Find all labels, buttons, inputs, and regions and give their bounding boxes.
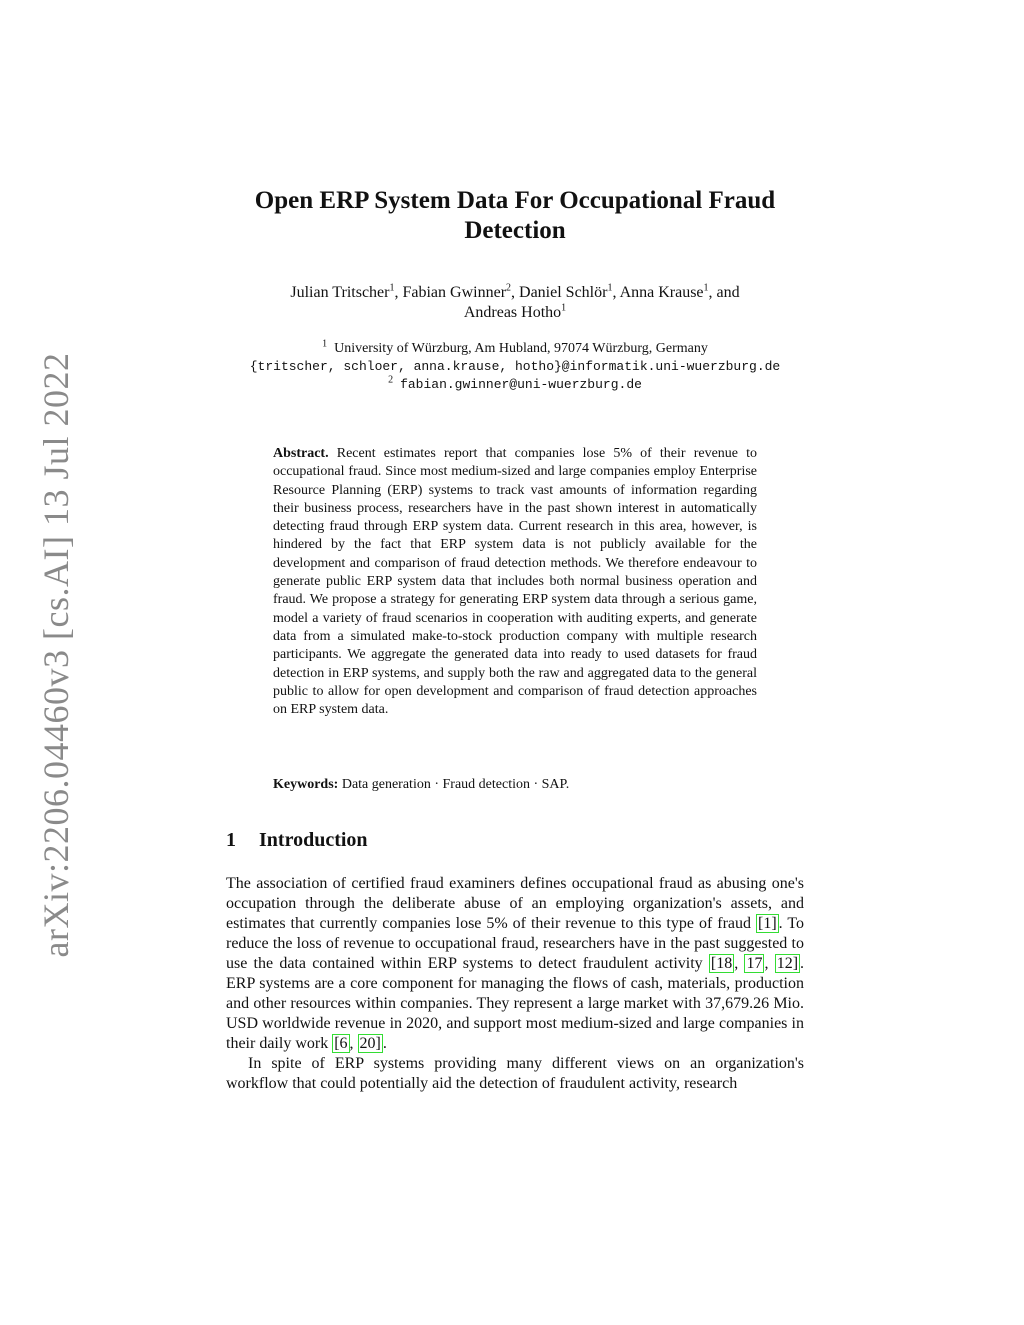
abstract-label: Abstract. [273, 446, 329, 461]
author-list: Julian Tritscher$^1$, Fabian Gwinner$^2$, Daniel Schlör$^1$, Anna Krause$^1$, and Andreas Hotho$^1$ [290, 282, 740, 321]
section-number: 1 [226, 829, 236, 851]
author-name: Anna Krause [619, 284, 704, 301]
affiliation-2: $^2$ fabian.gwinner@uni-wuerzburg.de [388, 374, 642, 392]
keywords [273, 776, 757, 794]
paragraph: The association of certified fraud examiners defines occupational fraud as abusing one's occupation through the deliberate abuse of an employing organization's assets, and estimates that currently companies lose 5% of their revenue to this type of fraud [1] . To reduce the loss of revenue to occupational fraud, researchers have in the past suggested to use the data contained within ERP systems to detect fraudulent activity [18 , 17 , 12] . ERP systems are a core component for managing the flows of cash, materials, production and other resources within companies. They represent a large market with 37,679.26 Mio. USD worldwide revenue in 2020, and support most medium-sized and large companies in their daily work [6 , 20] . [226, 875, 805, 1052]
affiliation-marker: 1 [389, 282, 395, 294]
section-title: Introduction [259, 829, 368, 851]
affiliation-marker: 1 [703, 282, 709, 294]
author-name: Andreas Hotho [463, 304, 562, 321]
citation-link[interactable]: 12] [776, 955, 799, 972]
author-name: Julian Tritscher [290, 284, 390, 301]
abstract-text: Recent estimates report that companies lose 5% of their revenue to occupational fraud. Since most medium-sized and large companies employ Enterprise Resource Planning (ERP) systems to track vast amounts of information regarding their business process, researchers have in the past shown interest in automatically detecting fraud through ERP system data. Current research in this area, however, is hindered by the fact that ERP system data is not publicly available for the development and comparison of fraud detection methods. We therefore endeavour to generate public ERP system data that includes both normal business operation and fraud. We propose a strategy for generating ERP system data through a serious game, model a variety of fraud scenarios in cooperation with auditing experts, and generate data from a simulated make-to-stock production company with multiple research participants. We aggregate the generated data into ready to used datasets for fraud detection in ERP systems, and supply both the raw and aggregated data to the general public to allow for open development and comparison of fraud detection approaches on ERP system data. [273, 446, 758, 718]
citation-link[interactable]: 20] [359, 1035, 381, 1052]
citation-link[interactable]: [18 [710, 955, 733, 972]
paper-title: Open ERP System Data For Occupational Fraud Detection [254, 187, 776, 244]
affiliation-1: $^1$ University of Würzburg, Am Hubland, 97074 Würzburg, Germany [322, 338, 708, 356]
citation-link[interactable]: 17 [746, 955, 763, 972]
introduction-body [226, 874, 804, 1094]
author-name: Fabian Gwinner [402, 284, 507, 301]
citation-link[interactable]: [6 [334, 1035, 348, 1052]
keywords-text: Data generation · Fraud detection · SAP. [341, 777, 570, 792]
email-group-1[interactable]: {tritscher, schloer, anna.krause, hotho}@informatik.uni-wuerzburg.de [249, 359, 781, 374]
keywords-label: Keywords: [273, 777, 339, 792]
affiliations [214, 340, 816, 394]
affiliation-marker: 2 [506, 282, 512, 294]
arxiv-identifier: arXiv:2206.04460v3 [cs.AI] 13 Jul 2022 [36, 352, 76, 958]
email-2[interactable]: fabian.gwinner@uni-wuerzburg.de [400, 377, 642, 392]
author-name: Daniel Schlör [519, 284, 608, 301]
paragraph: In spite of ERP systems providing many different views on an organization's workflow that could potentially aid the detection of fraudulent activity, research [226, 1055, 804, 1092]
affiliation-marker: 1 [607, 282, 613, 294]
section-heading [226, 827, 368, 853]
abstract [273, 445, 757, 719]
affiliation-marker: 1 [561, 302, 567, 314]
citation-link[interactable]: [1] [758, 915, 777, 932]
